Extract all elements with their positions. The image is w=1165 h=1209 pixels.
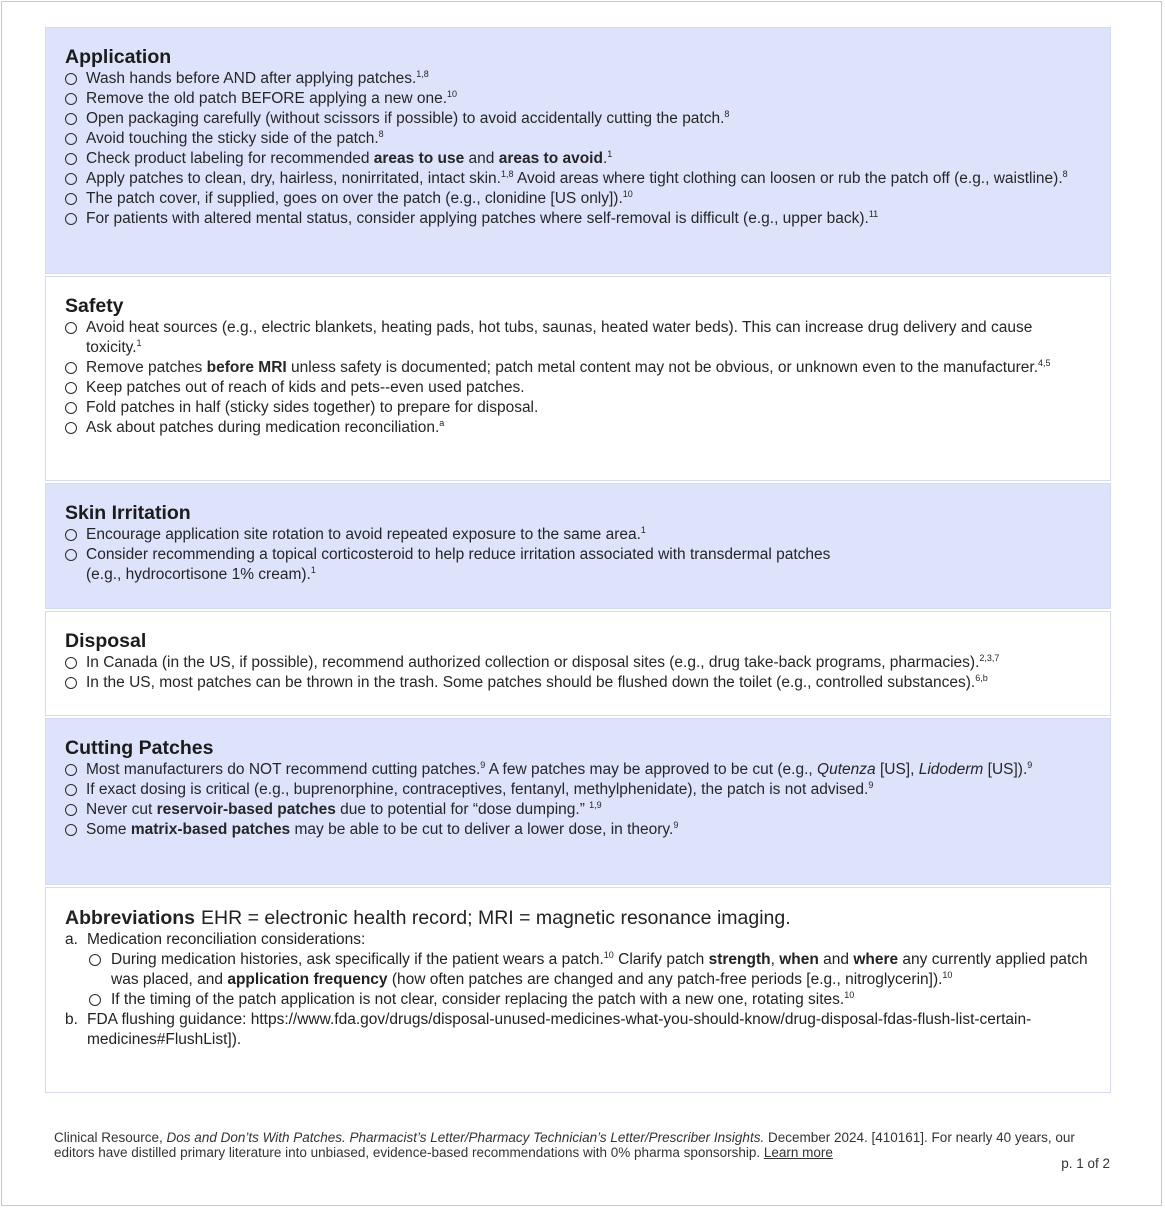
circle-bullet-icon [65, 213, 77, 225]
list-item: Check product labeling for recommended areas to use and areas to avoid.$^1$ [65, 149, 1090, 169]
section-abbreviations [45, 887, 1111, 1093]
list-item: Fold patches in half (sticky sides together) to prepare for disposal. [65, 398, 1090, 418]
circle-bullet-icon [65, 73, 77, 85]
list-item: Encourage application site rotation to avoid repeated exposure to the same area.$^1$ [65, 525, 1090, 545]
circle-bullet-icon [65, 764, 77, 776]
list-item: Avoid heat sources (e.g., electric blankets, heating pads, hot tubs, saunas, heated water beds). This can increase drug delivery and cause toxicity.$^1$ [65, 318, 1090, 358]
section-title: Abbreviations [65, 907, 196, 929]
section-application [45, 27, 1111, 274]
circle-bullet-icon [65, 804, 77, 816]
citation: Clinical Resource, Dos and Don’ts With Patches. Pharmacist’s Letter/Pharmacy Technician’s Letter/Prescriber Insights. December 2024. [410161]. For nearly 40 years, our editors have distilled primary literature into unbiased, evidence-based recommendations with 0% pharma sponsorship. Learn more [54, 1130, 1075, 1160]
list-item: Ask about patches during medication reconciliation.$^a$ [65, 418, 1090, 438]
circle-bullet-icon [65, 677, 77, 689]
cutting-list [65, 760, 1090, 840]
abbreviations-heading [65, 906, 1090, 930]
circle-bullet-icon [65, 362, 77, 374]
circle-bullet-icon [65, 173, 77, 185]
section-skin-irritation [45, 483, 1111, 609]
safety-list [65, 318, 1090, 438]
circle-bullet-icon [65, 784, 77, 796]
list-item: Some matrix-based patches may be able to be cut to deliver a lower dose, in theory.$^9$ [65, 820, 1090, 840]
section-cutting-patches [45, 718, 1111, 885]
circle-bullet-icon [65, 322, 77, 334]
list-item: Remove the old patch BEFORE applying a new one.$^{10}$ [65, 89, 1090, 109]
section-title: Disposal [65, 630, 147, 652]
footnote-a: a. Medication reconciliation considerations: [65, 931, 366, 948]
circle-bullet-icon [89, 954, 101, 966]
list-item: Consider recommending a topical corticosteroid to help reduce irritation associated with transdermal patches (e.g., hydrocortisone 1% cream).$^1$ [65, 545, 1090, 585]
list-item: Open packaging carefully (without scissors if possible) to avoid accidentally cutting the patch.$^8$ [65, 109, 1090, 129]
list-item: Remove patches before MRI unless safety is documented; patch metal content may not be obvious, or unknown even to the manufacturer.$^{4,5}$ [65, 358, 1090, 378]
list-item: In the US, most patches can be thrown in the trash. Some patches should be flushed down the toilet (e.g., controlled substances).$^{6,b}$ [65, 673, 1090, 693]
circle-bullet-icon [65, 529, 77, 541]
circle-bullet-icon [65, 824, 77, 836]
circle-bullet-icon [89, 994, 101, 1006]
list-item: If exact dosing is critical (e.g., buprenorphine, contraceptives, fentanyl, methylphenidate), the patch is not advised.$^9$ [65, 780, 1090, 800]
list-item: Avoid touching the sticky side of the patch.$^8$ [65, 129, 1090, 149]
circle-bullet-icon [65, 133, 77, 145]
learn-more-link[interactable]: Learn more [763, 1145, 833, 1160]
section-title: Skin Irritation [65, 502, 191, 524]
document-body [45, 27, 1111, 1095]
circle-bullet-icon [65, 422, 77, 434]
list-item: If the timing of the patch application is not clear, consider replacing the patch with a new one, rotating sites.$^{10}$ [89, 990, 1090, 1010]
list-item: Keep patches out of reach of kids and pets--even used patches. [65, 378, 1090, 398]
application-list [65, 69, 1090, 229]
footer [54, 1130, 1110, 1171]
section-title: Application [65, 46, 172, 68]
circle-bullet-icon [65, 657, 77, 669]
page-number: p. 1 of 2 [1061, 1156, 1110, 1171]
abbreviation-definitions: EHR = electronic health record; MRI = magnetic resonance imaging. [201, 907, 791, 929]
list-item: Most manufacturers do NOT recommend cutting patches.$^9$ A few patches may be approved to be cut (e.g., Qutenza [US], Lidoderm [US]).$^9$ [65, 760, 1090, 780]
circle-bullet-icon [65, 382, 77, 394]
circle-bullet-icon [65, 113, 77, 125]
list-item: During medication histories, ask specifically if the patient wears a patch.$^{10}$ Clarify patch strength, when and where any currently applied patch was placed, and application frequency (how often patches are changed and any patch-free periods [e.g., nitroglycerin]).$^{10}$ [89, 950, 1090, 990]
footnote-b: b. FDA flushing guidance: https://www.fda.gov/drugs/disposal-unused-medicines-what-you-should-know/drug-disposal-fdas-flush-list-certain-medicines#FlushList]). [65, 1011, 1032, 1048]
list-item: For patients with altered mental status, consider applying patches where self-removal is difficult (e.g., upper back).$^{11}$ [65, 209, 1090, 229]
disposal-list [65, 653, 1090, 693]
list-item: Apply patches to clean, dry, hairless, nonirritated, intact skin.$^{1,8}$ Avoid areas where tight clothing can loosen or rub the patch off (e.g., waistline).$^8$ [65, 169, 1090, 189]
circle-bullet-icon [65, 193, 77, 205]
section-disposal [45, 611, 1111, 716]
section-title: Cutting Patches [65, 737, 214, 759]
skin-list [65, 525, 1090, 585]
list-item: The patch cover, if supplied, goes on over the patch (e.g., clonidine [US only]).$^{10}$ [65, 189, 1090, 209]
circle-bullet-icon [65, 93, 77, 105]
section-safety [45, 276, 1111, 481]
list-item: Wash hands before AND after applying patches.$^{1,8}$ [65, 69, 1090, 89]
list-item: Never cut reservoir-based patches due to potential for “dose dumping.” $^{1,9}$ [65, 800, 1090, 820]
circle-bullet-icon [65, 153, 77, 165]
section-title: Safety [65, 295, 124, 317]
circle-bullet-icon [65, 549, 77, 561]
footnote-a-list [65, 950, 1090, 1010]
circle-bullet-icon [65, 402, 77, 414]
list-item: In Canada (in the US, if possible), recommend authorized collection or disposal sites (e.g., drug take-back programs, pharmacies).$^{2,3,7}$ [65, 653, 1090, 673]
